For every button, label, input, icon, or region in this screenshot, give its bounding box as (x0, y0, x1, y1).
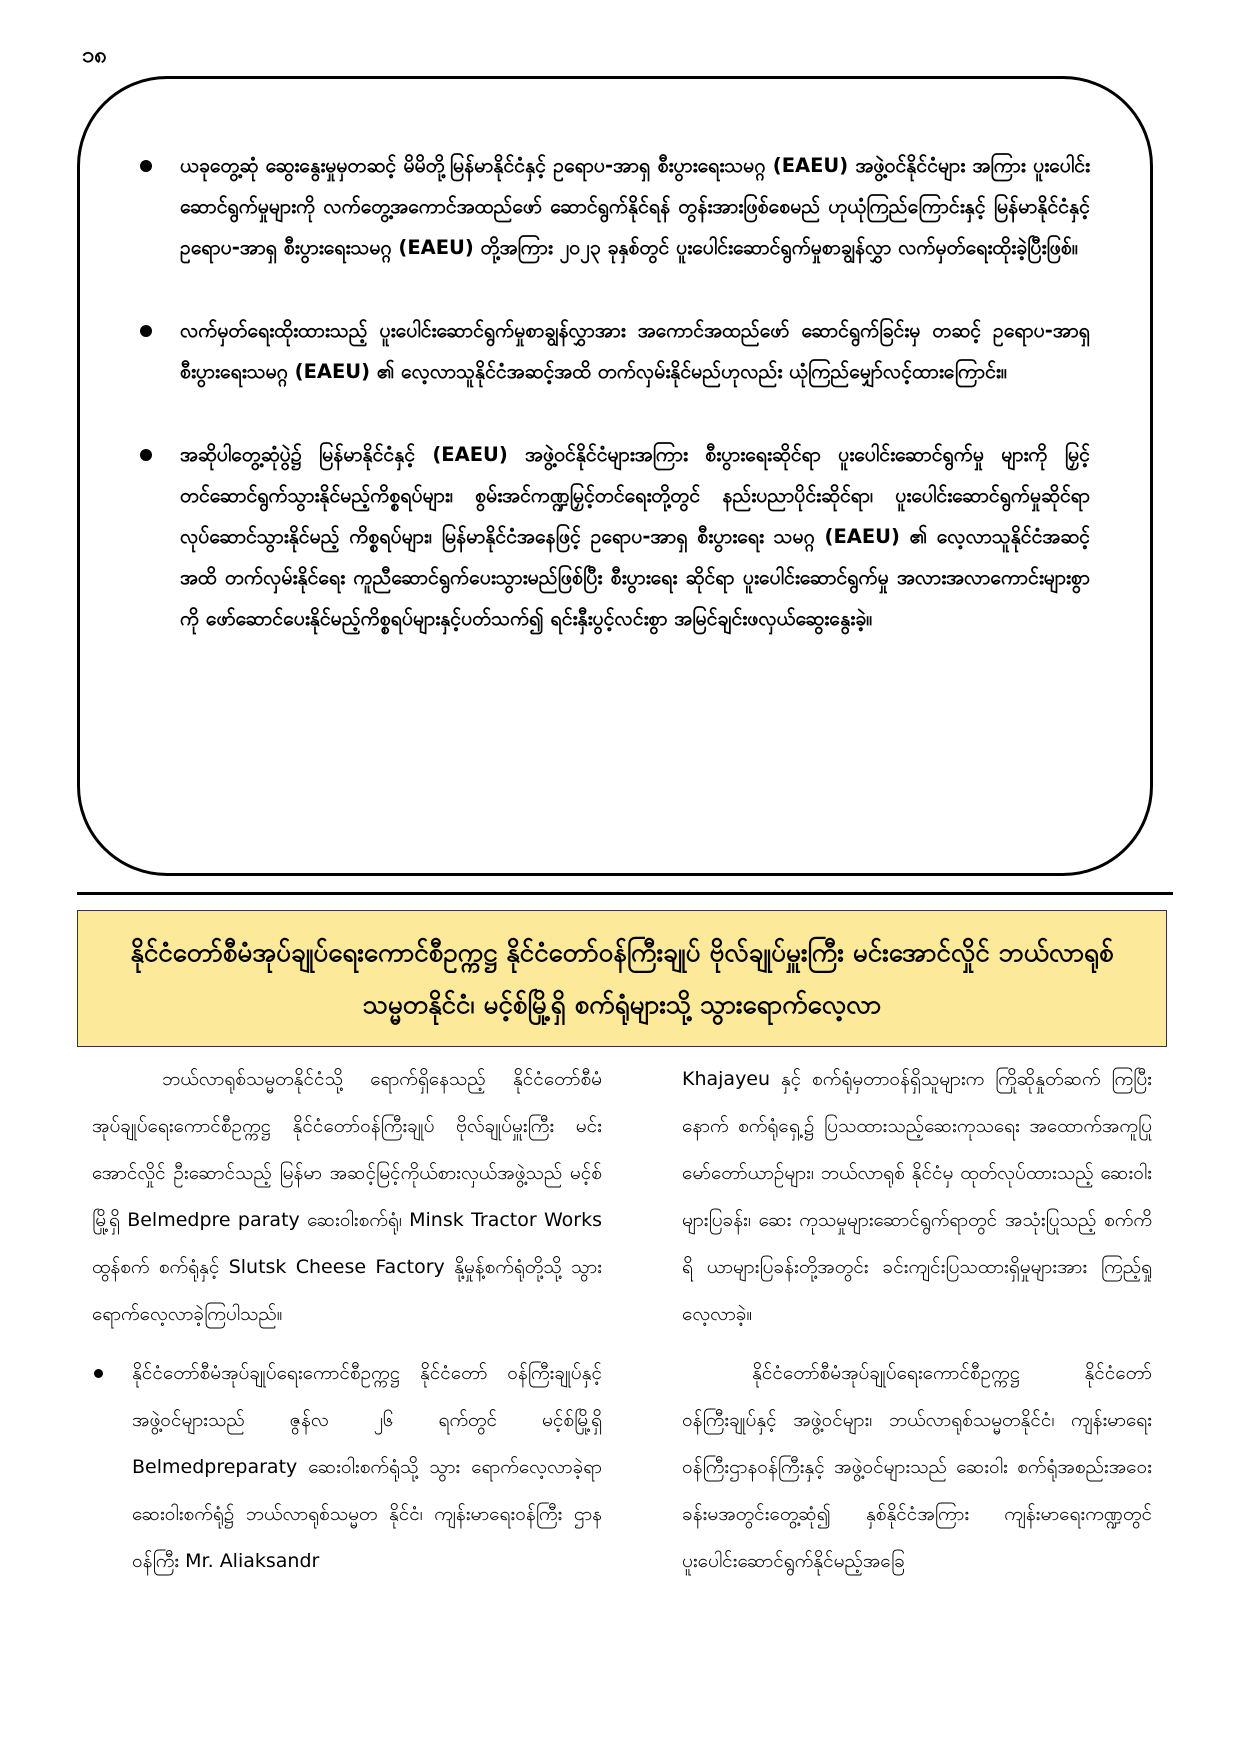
highlight-bullet (140, 434, 1090, 639)
highlight-box (77, 76, 1153, 876)
page-number: ၁၈ (82, 43, 107, 68)
article-continuation-paragraph: Khajayeu နှင့် စက်ရုံမှတာဝန်ရှိသူများက ကြိုဆိုနှုတ်ဆက် ကြပြီးနောက် စက်ရုံရှေ့၌ ပြသထားသည့်ဆေးကုသရေး အထောက်အကူပြု မော်တော်ယာဉ်များ၊ ဘယ်လာရုစ် နိုင်ငံမှ ထုတ်လုပ်ထားသည့် ဆေးဝါးများပြခန်း၊ ဆေး ကုသမှုများဆောင်ရွက်ရာတွင် အသုံးပြုသည့် စက်ကိရိ ယာများပြခန်းတို့အတွင်း ခင်းကျင်းပြသထားရှိမှုများအား ကြည့်ရှုလေ့လာခဲ့။ (682, 1068, 1152, 1325)
highlight-bullet-text: အဆိုပါတွေ့ဆုံပွဲ၌ မြန်မာနိုင်ငံနှင့် (EAEU) အဖွဲ့ဝင်နိုင်ငံများအကြား စီးပွားရေးဆိုင်ရာ ပူးပေါင်းဆောင်ရွက်မှု များကို မြှင့်တင်ဆောင်ရွက်သွားနိုင်မည့်ကိစ္စရပ်များ၊ စွမ်းအင်ကဏ္ဍမြှင့်တင်ရေးတို့တွင် နည်းပညာပိုင်းဆိုင်ရာ၊ ပူးပေါင်းဆောင်ရွက်မှုဆိုင်ရာလုပ်ဆောင်သွားနိုင်မည့် ကိစ္စရပ်များ၊ မြန်မာနိုင်ငံအနေဖြင့် ဥရောပ-အာရှ စီးပွားရေး သမဂ္ဂ (EAEU) ၏ လေ့လာသူနိုင်ငံအဆင့်အထိ တက်လှမ်းနိုင်ရေး ကူညီဆောင်ရွက်ပေးသွားမည်ဖြစ်ပြီး စီးပွားရေး ဆိုင်ရာ ပူးပေါင်းဆောင်ရွက်မှု အလားအလာကောင်းများစွာကို ဖော်ဆောင်ပေးနိုင်မည့်ကိစ္စရပ်များနှင့်ပတ်သက်၍ ရင်းနှီးပွင့်လင်းစွာ အမြင်ချင်းဖလှယ်ဆွေးနွေးခဲ့။ (180, 443, 1090, 630)
bullet-icon (140, 325, 152, 337)
article-left-column (92, 1056, 602, 1585)
article-bullet-item (92, 1350, 602, 1585)
bullet-icon (140, 160, 152, 172)
bullet-icon (140, 449, 152, 461)
section-divider (77, 892, 1173, 895)
bullet-icon (94, 1369, 103, 1378)
highlight-bullet (140, 145, 1090, 268)
highlight-bullet-list (140, 145, 1090, 639)
article-paragraph: နိုင်ငံတော်စီမံအုပ်ချုပ်ရေးကောင်စီဥက္ကဋ္ဌ နိုင်ငံတော် ဝန်ကြီးချုပ်နှင့် အဖွဲ့ဝင်များ၊ ဘယ်လာရုစ်သမ္မတနိုင်ငံ၊ ကျန်းမာရေးဝန်ကြီးဌာနဝန်ကြီးနှင့် အဖွဲ့ဝင်များသည် ဆေးဝါး စက်ရုံအစည်းအဝေးခန်းမအတွင်းတွေ့ဆုံ၍ နှစ်နိုင်ငံအကြား ကျန်းမာရေးကဏ္ဍတွင် ပူးပေါင်းဆောင်ရွက်နိုင်မည့်အခြေ (682, 1362, 1152, 1572)
article-right-column (682, 1056, 1152, 1597)
highlight-bullet-text: ယခုတွေ့ဆုံ ဆွေးနွေးမှုမှတဆင့် မိမိတို့မြန်မာနိုင်ငံနှင့် ဥရောပ-အာရှ စီးပွားရေးသမဂ္ဂ (EAEU) အဖွဲ့ဝင်နိုင်ငံများ အကြား ပူးပေါင်းဆောင်ရွက်မှုများကို လက်တွေ့အကောင်အထည်ဖော် ဆောင်ရွက်နိုင်ရန် တွန်းအားဖြစ်စေမည် ဟုယုံကြည်ကြောင်းနှင့် မြန်မာနိုင်ငံနှင့် ဥရောပ-အာရှ စီးပွားရေးသမဂ္ဂ (EAEU) တို့အကြား ၂၀၂၃ ခုနှစ်တွင် ပူးပေါင်းဆောင်ရွက်မှုစာချွန်လွှာ လက်မှတ်ရေးထိုးခဲ့ပြီးဖြစ်။ (180, 154, 1090, 259)
headline-banner (77, 910, 1167, 1047)
highlight-bullet-text: လက်မှတ်ရေးထိုးထားသည့် ပူးပေါင်းဆောင်ရွက်မှုစာချွန်လွှာအား အကောင်အထည်ဖော် ဆောင်ရွက်ခြင်းမှ တဆင့် ဥရောပ-အာရှ စီးပွားရေးသမဂ္ဂ (EAEU) ၏ လေ့လာသူနိုင်ငံအဆင့်အထိ တက်လှမ်းနိုင်မည်ဟုလည်း ယုံကြည်မျှော်လင့်ထားကြောင်း။ (180, 319, 1090, 383)
highlight-bullet (140, 310, 1090, 392)
article-intro-paragraph: ဘယ်လာရုစ်သမ္မတနိုင်ငံသို့ ရောက်ရှိနေသည့် နိုင်ငံတော်စီမံအုပ်ချုပ်ရေးကောင်စီဥက္ကဋ္ဌ နိုင်ငံတော်ဝန်ကြီးချုပ် ဗိုလ်ချုပ်မှူးကြီး မင်းအောင်လှိုင် ဦးဆောင်သည့် မြန်မာ အဆင့်မြင့်ကိုယ်စားလှယ်အဖွဲ့သည် မင့်စ်မြို့ရှိ Belmedpre paraty ဆေးဝါးစက်ရုံ၊ Minsk Tractor Works ထွန်စက် စက်ရုံနှင့် Slutsk Cheese Factory နို့မှုန့်စက်ရုံတို့သို့ သွား ရောက်လေ့လာခဲ့ကြပါသည်။ (92, 1068, 602, 1325)
headline-title: နိုင်ငံတော်စီမံအုပ်ချုပ်ရေးကောင်စီဥက္ကဋ္ဌ နိုင်ငံတော်ဝန်ကြီးချုပ် ဗိုလ်ချုပ်မှူးကြီး မင်းအောင်လှိုင် ဘယ်လာရုစ်သမ္မတနိုင်ငံ၊ မင့်စ်မြို့ရှိ စက်ရုံများသို့ သွားရောက်လေ့လာ (130, 937, 1114, 1020)
article-bullet-text: နိုင်ငံတော်စီမံအုပ်ချုပ်ရေးကောင်စီဥက္ကဋ္ဌ နိုင်ငံတော် ဝန်ကြီးချုပ်နှင့်အဖွဲ့ဝင်များသည် ဇွန်လ ၂၆ ရက်တွင် မင့်စ်မြို့ရှိ Belmedpreparaty ဆေးဝါးစက်ရုံသို့ သွား ရောက်လေ့လာခဲ့ရာ ဆေးဝါးစက်ရုံ၌ ဘယ်လာရုစ်သမ္မတ နိုင်ငံ၊ ကျန်းမာရေးဝန်ကြီး ဌာနဝန်ကြီး Mr. Aliaksandr (132, 1362, 602, 1572)
